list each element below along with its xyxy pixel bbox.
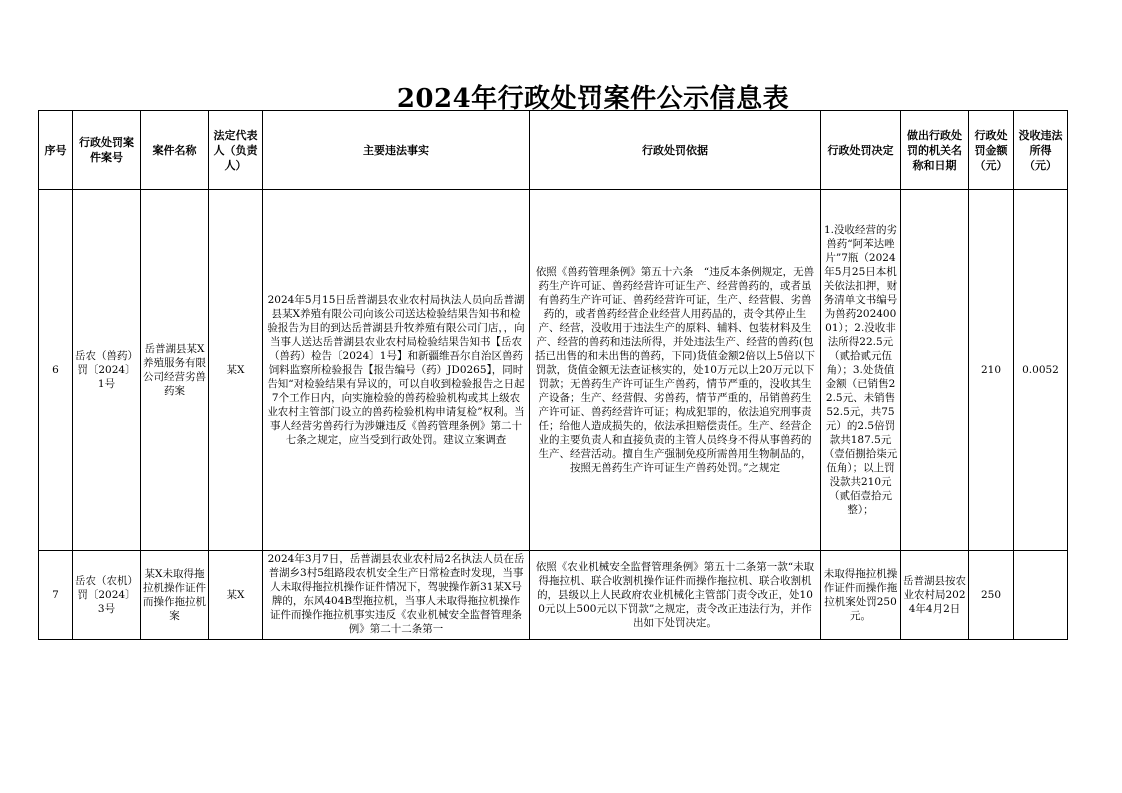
- cell-decision: 未取得拖拉机操作证件而操作拖拉机案处罚250元。: [821, 551, 901, 640]
- cell-seq: 6: [39, 190, 73, 551]
- header-case-name: 案件名称: [141, 111, 209, 190]
- table-row: [39, 190, 1068, 551]
- cell-amount: 250: [969, 551, 1014, 640]
- header-seq: 序号: [39, 111, 73, 190]
- cell-decision: 1.没收经营的劣兽药“阿苯达唑片”7瓶（2024年5月25日本机关依法扣押，财务清单文书编号为兽药20240001）；2.没收非法所得22.5元（贰拾贰元伍角）；3.处货值金额（已销售22.5元、未销售52.5元，共75元）的2.5倍罚款共187.5元（壹佰捌拾柒元伍角）；以上罚没款共210元（贰佰壹拾元整）；: [821, 190, 901, 551]
- header-amount: 行政处罚金额（元）: [969, 111, 1014, 190]
- cell-basis: 依照《兽药管理条例》第五十六条 “违反本条例规定，无兽药生产许可证、兽药经营许可证生产、经营兽药的，或者虽有兽药生产许可证、兽药经营许可证，生产、经营假、劣兽药的，或者兽药经营企业经营人用药品的，责令其停止生产、经营，没收用于违法生产的原料、辅料、包装材料及生产、经营的兽药和违法所得，并处违法生产、经营的兽药(包括已出售的和未出售的兽药，下同)货值金额2倍以上5倍以下罚款，货值金额无法查证核实的，处10万元以上20万元以下罚款；无兽药生产许可证生产兽药，情节严重的，没收其生产设备；生产、经营假、劣兽药，情节严重的，吊销兽药生产许可证、兽药经营许可证；构成犯罪的，依法追究刑事责任；给他人造成损失的，依法承担赔偿责任。生产、经营企业的主要负责人和直接负责的主管人员终身不得从事兽药的生产、经营活动。擅自生产强制免疫所需兽用生物制品的，按照无兽药生产许可证生产兽药处罚。”之规定: [530, 190, 821, 551]
- cell-basis: 依照《农业机械安全监督管理条例》第五十二条第一款“未取得拖拉机、联合收割机操作证件而操作拖拉机、联合收割机的，县级以上人民政府农业机械化主管部门责令改正，处100元以上500元以下罚款”之规定，责令改正违法行为，并作出如下处罚决定。: [530, 551, 821, 640]
- cell-confiscated: [1014, 551, 1068, 640]
- cell-case-no: 岳农（兽药）罚〔2024〕1号: [73, 190, 141, 551]
- header-decision: 行政处罚决定: [821, 111, 901, 190]
- cell-confiscated: 0.0052: [1014, 190, 1068, 551]
- cell-case-no: 岳农（农机）罚〔2024〕3号: [73, 551, 141, 640]
- header-facts: 主要违法事实: [263, 111, 530, 190]
- table-row: [39, 551, 1068, 640]
- header-basis: 行政处罚依据: [530, 111, 821, 190]
- cell-legal-rep: 某X: [209, 551, 263, 640]
- header-case-no: 行政处罚案件案号: [73, 111, 141, 190]
- cell-amount: 210: [969, 190, 1014, 551]
- cell-facts-text: 2024年3月7日，岳普湖县农业农村局2名执法人员在岳普湖乡3村5组路段农机安全生产日常检查时发现，当事人未取得拖拉机操作证件情况下，驾驶操作新31某X号牌的，东风404B型拖拉机，当事人未取得拖拉机操作证件而操作拖拉机事实违反《农业机械安全监督管理条例》第二十二条第一: [267, 553, 525, 635]
- page-title: 2024年行政处罚案件公示信息表: [396, 84, 790, 114]
- header-row: [39, 111, 1068, 190]
- penalty-table: [38, 110, 1068, 640]
- cell-seq: 7: [39, 551, 73, 640]
- cell-authority-date: 岳普湖县按农业农村局2024年4月2日: [901, 551, 969, 640]
- cell-facts: [263, 551, 530, 640]
- cell-legal-rep: 某X: [209, 190, 263, 551]
- header-authority-date: 做出行政处罚的机关名称和日期: [901, 111, 969, 190]
- cell-facts: 2024年5月15日岳普湖县农业农村局执法人员向岳普湖县某X养殖有限公司向该公司送达检验结果告知书和检验报告为目的到达岳普湖县升牧养殖有限公司门店，，向当事人送达岳普湖县农业农村局检验结果告知书【岳农（兽药）检告〔2024〕1号】和新疆维吾尔自治区兽药饲料监察所检验报告【报告编号（药）JD0265】，同时告知“对检验结果有异议的，可以自收到检验报告之日起7个工作日内，向实施检验的兽药检验机构或其上级农业农村主管部门设立的兽药检验机构申请复检”权利。当事人经营劣兽药行为涉嫌违反《兽药管理条例》第二十七条之规定，应当受到行政处罚。建议立案调查: [263, 190, 530, 551]
- header-confiscated: 没收违法所得（元）: [1014, 111, 1068, 190]
- cell-case-name: 岳普湖县某X养殖服务有限公司经营劣兽药案: [141, 190, 209, 551]
- cell-case-name: 某X未取得拖拉机操作证件而操作拖拉机案: [141, 551, 209, 640]
- cell-authority-date: [901, 190, 969, 551]
- header-legal-rep: 法定代表人（负责人）: [209, 111, 263, 190]
